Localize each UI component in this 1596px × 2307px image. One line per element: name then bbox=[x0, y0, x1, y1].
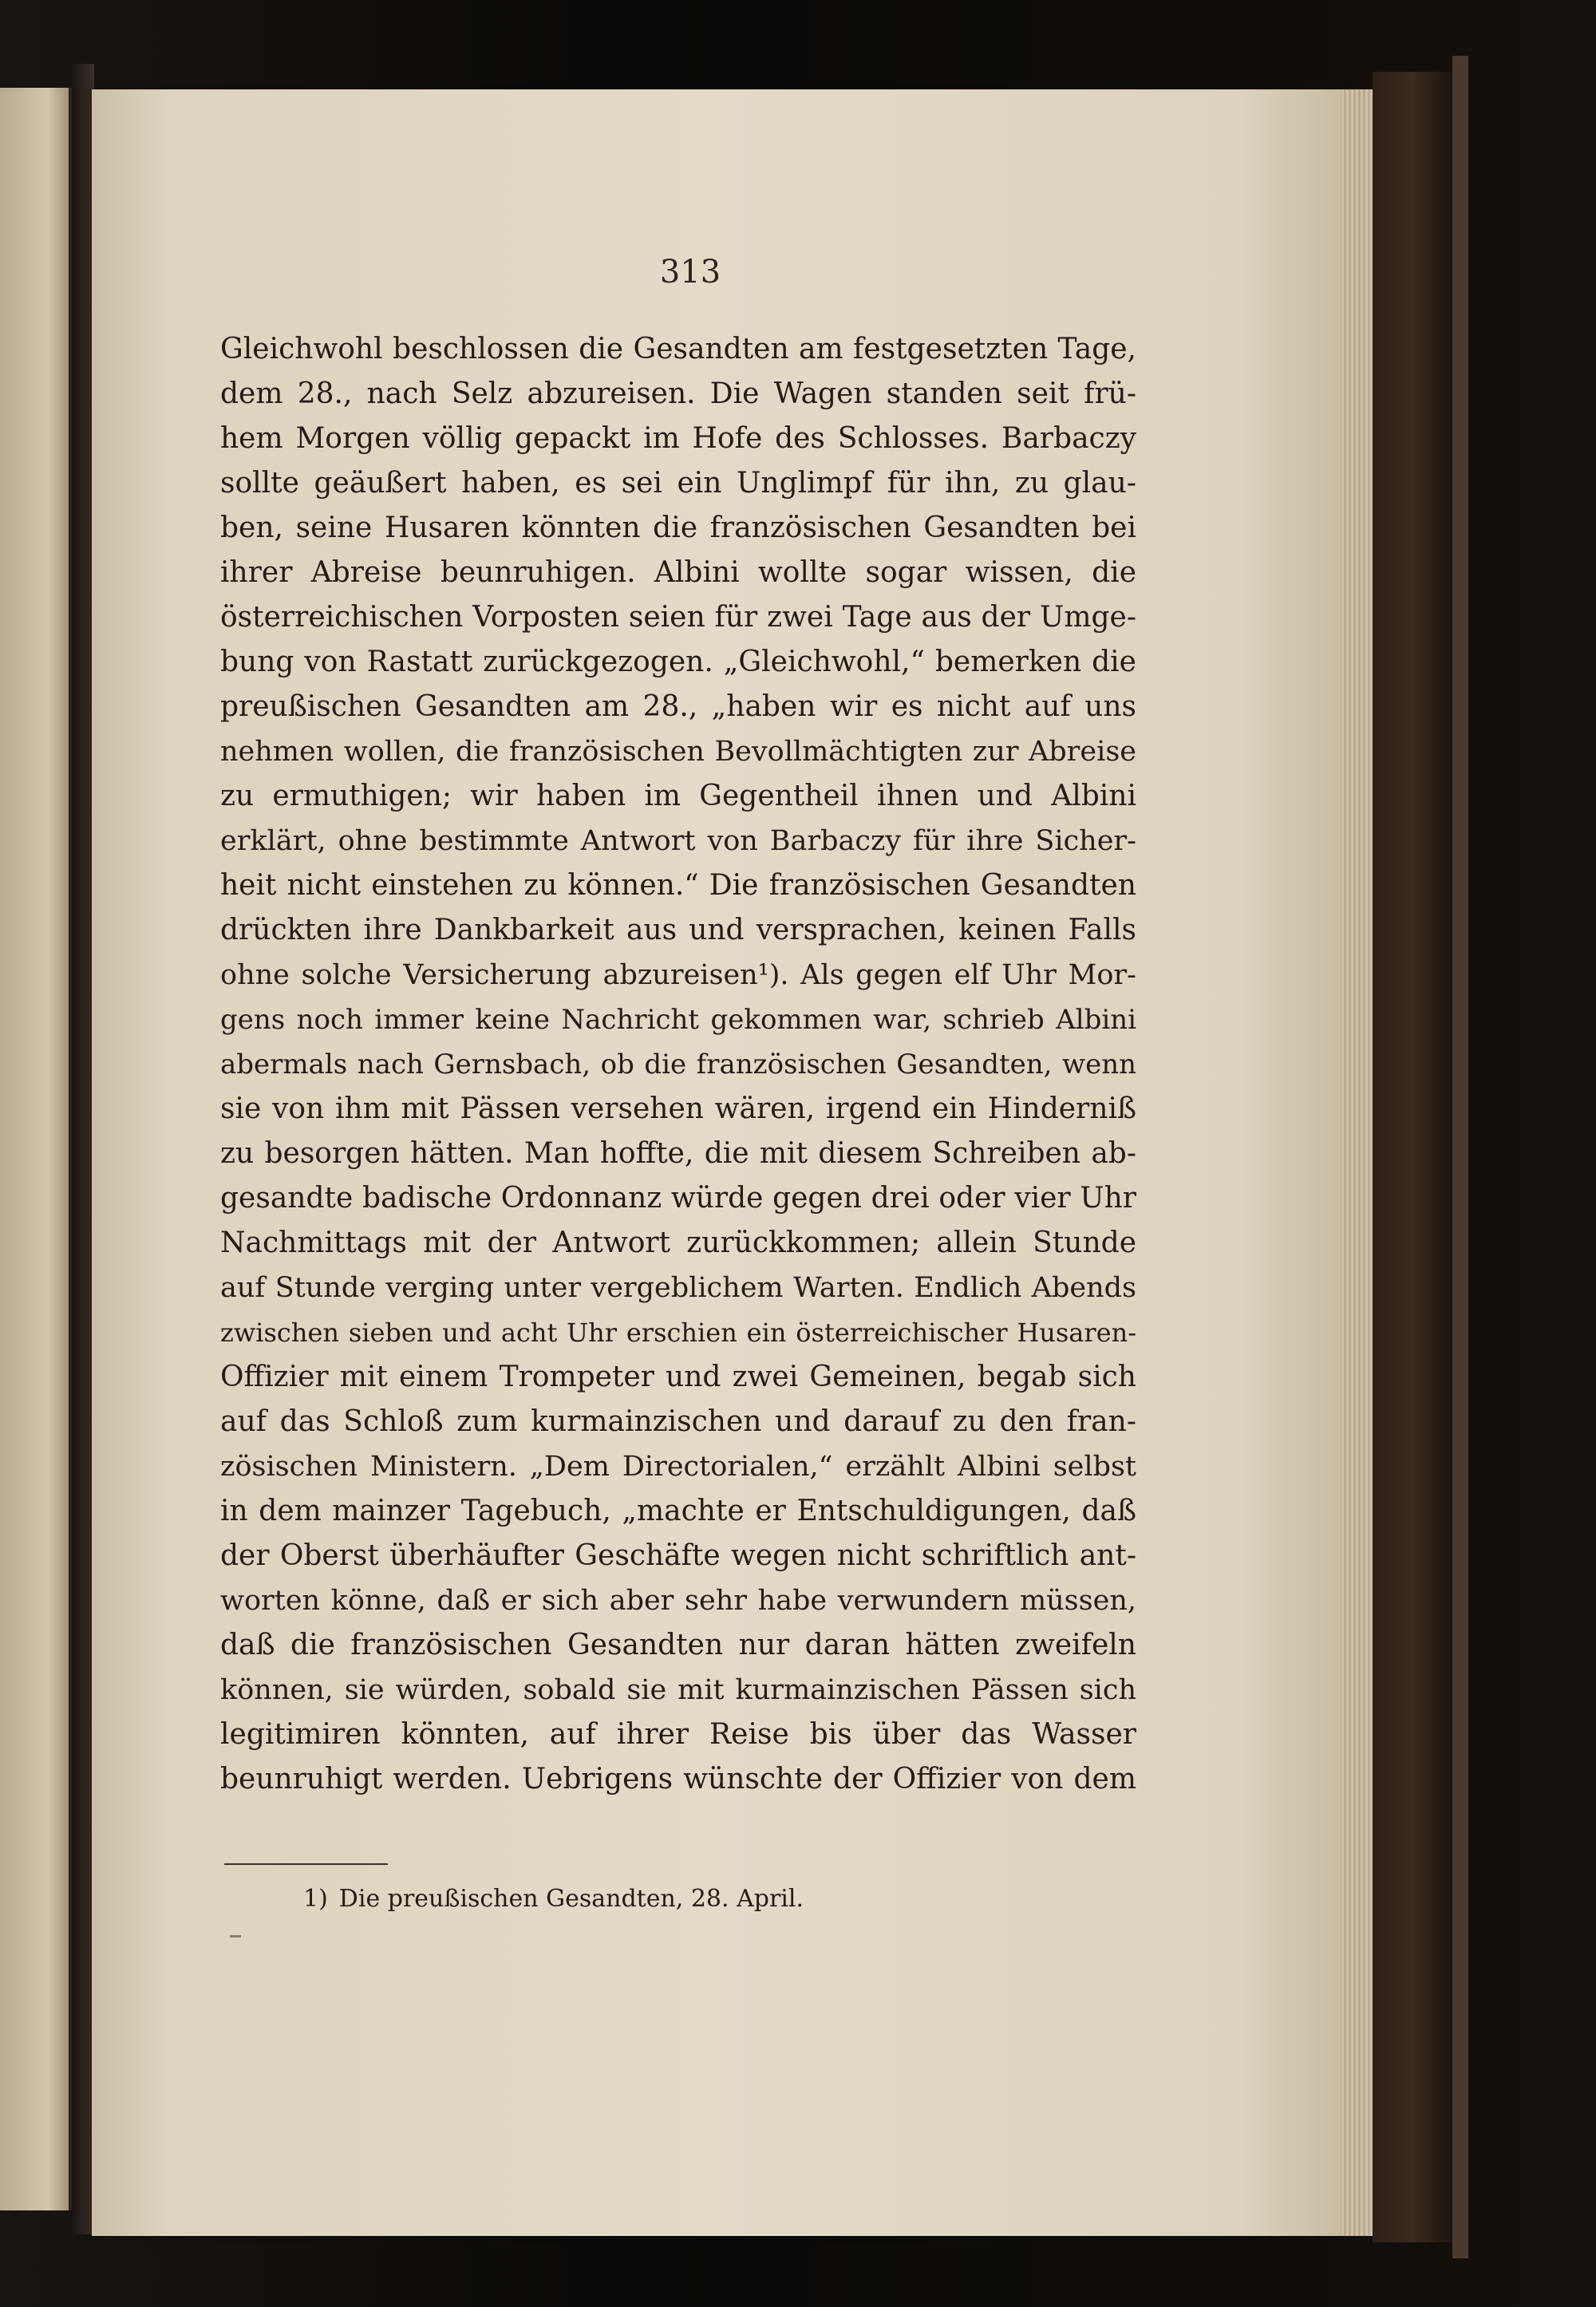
text-line: abermals nach Gernsbach, ob die französischen Gesandten, wenn bbox=[220, 1049, 1136, 1080]
text-line: zwischen sieben und acht Uhr erschien ein österreichischer Husaren- bbox=[220, 1317, 1136, 1348]
text-line: zösischen Ministern. „Dem Directorialen,“ erzählt Albini selbst bbox=[220, 1451, 1136, 1483]
text-line: ihrer Abreise beunruhigen. Albini wollte sogar wissen, die bbox=[220, 556, 1136, 589]
text-line: nehmen wollen, die französischen Bevollmächtigten zur Abreise bbox=[220, 736, 1136, 768]
text-line: preußischen Gesandten am 28., „haben wir es nicht auf uns bbox=[220, 690, 1136, 723]
book-gutter bbox=[72, 64, 94, 2234]
book-cover-edge bbox=[1373, 72, 1452, 2242]
previous-page-edge bbox=[0, 88, 72, 2210]
page-number: 313 bbox=[659, 254, 721, 290]
footnote-text: Die preußischen Gesandten, 28. April. bbox=[338, 1885, 804, 1913]
footnote bbox=[303, 1883, 942, 1915]
text-line: dem 28., nach Selz abzureisen. Die Wagen standen seit frü- bbox=[220, 377, 1136, 410]
text-line: bung von Rastatt zurückgezogen. „Gleichwohl,“ bemerken die bbox=[220, 646, 1136, 678]
text-line: erklärt, ohne bestimmte Antwort von Barbaczy für ihre Sicher- bbox=[220, 825, 1136, 857]
print-mark bbox=[230, 1935, 241, 1938]
text-line: in dem mainzer Tagebuch, „machte er Entschuldigungen, daß bbox=[220, 1495, 1136, 1527]
text-line: auf Stunde verging unter vergeblichem Warten. Endlich Abends bbox=[220, 1272, 1136, 1304]
text-line: auf das Schloß zum kurmainzischen und darauf zu den fran- bbox=[220, 1405, 1136, 1438]
footnote-marker: 1) bbox=[303, 1885, 328, 1913]
text-line: ben, seine Husaren könnten die französischen Gesandten bei bbox=[220, 512, 1136, 544]
text-line: Offizier mit einem Trompeter und zwei Gemeinen, begab sich bbox=[220, 1361, 1136, 1393]
book-cover-border bbox=[1452, 56, 1468, 2258]
text-line: ohne solche Versicherung abzureisen¹). Als gegen elf Uhr Mor- bbox=[220, 959, 1136, 991]
text-line: drückten ihre Dankbarkeit aus und versprachen, keinen Falls bbox=[220, 914, 1136, 946]
footnote-divider bbox=[224, 1863, 388, 1865]
text-line: sollte geäußert haben, es sei ein Unglimpf für ihn, zu glau- bbox=[220, 467, 1136, 500]
text-line: zu besorgen hätten. Man hoffte, die mit diesem Schreiben ab- bbox=[220, 1137, 1136, 1170]
text-line: beunruhigt werden. Uebrigens wünschte der Offizier von dem bbox=[220, 1763, 1136, 1795]
body-text bbox=[220, 327, 1136, 1802]
text-line: gesandte badische Ordonnanz würde gegen drei oder vier Uhr bbox=[220, 1182, 1136, 1215]
text-line: sie von ihm mit Pässen versehen wären, irgend ein Hinderniß bbox=[220, 1092, 1136, 1125]
text-line: können, sie würden, sobald sie mit kurmainzischen Pässen sich bbox=[220, 1674, 1136, 1706]
text-line: legitimiren könnten, auf ihrer Reise bis über das Wasser bbox=[220, 1718, 1136, 1751]
page-fore-edge bbox=[1341, 89, 1373, 2236]
text-line: gens noch immer keine Nachricht gekommen war, schrieb Albini bbox=[220, 1004, 1136, 1036]
text-line: österreichischen Vorposten seien für zwei Tage aus der Umge- bbox=[220, 601, 1136, 634]
text-line: hem Morgen völlig gepackt im Hofe des Schlosses. Barbaczy bbox=[220, 422, 1136, 455]
text-line: heit nicht einstehen zu können.“ Die französischen Gesandten bbox=[220, 869, 1136, 902]
text-line: worten könne, daß er sich aber sehr habe verwundern müssen, bbox=[220, 1585, 1136, 1617]
text-line: der Oberst überhäufter Geschäfte wegen nicht schriftlich ant- bbox=[220, 1539, 1136, 1572]
text-line: zu ermuthigen; wir haben im Gegentheil ihnen und Albini bbox=[220, 780, 1136, 812]
text-line: daß die französischen Gesandten nur daran hätten zweifeln bbox=[220, 1629, 1136, 1661]
text-line: Nachmittags mit der Antwort zurückkommen; allein Stunde bbox=[220, 1227, 1136, 1259]
text-line: Gleichwohl beschlossen die Gesandten am festgesetzten Tage, bbox=[220, 333, 1136, 365]
